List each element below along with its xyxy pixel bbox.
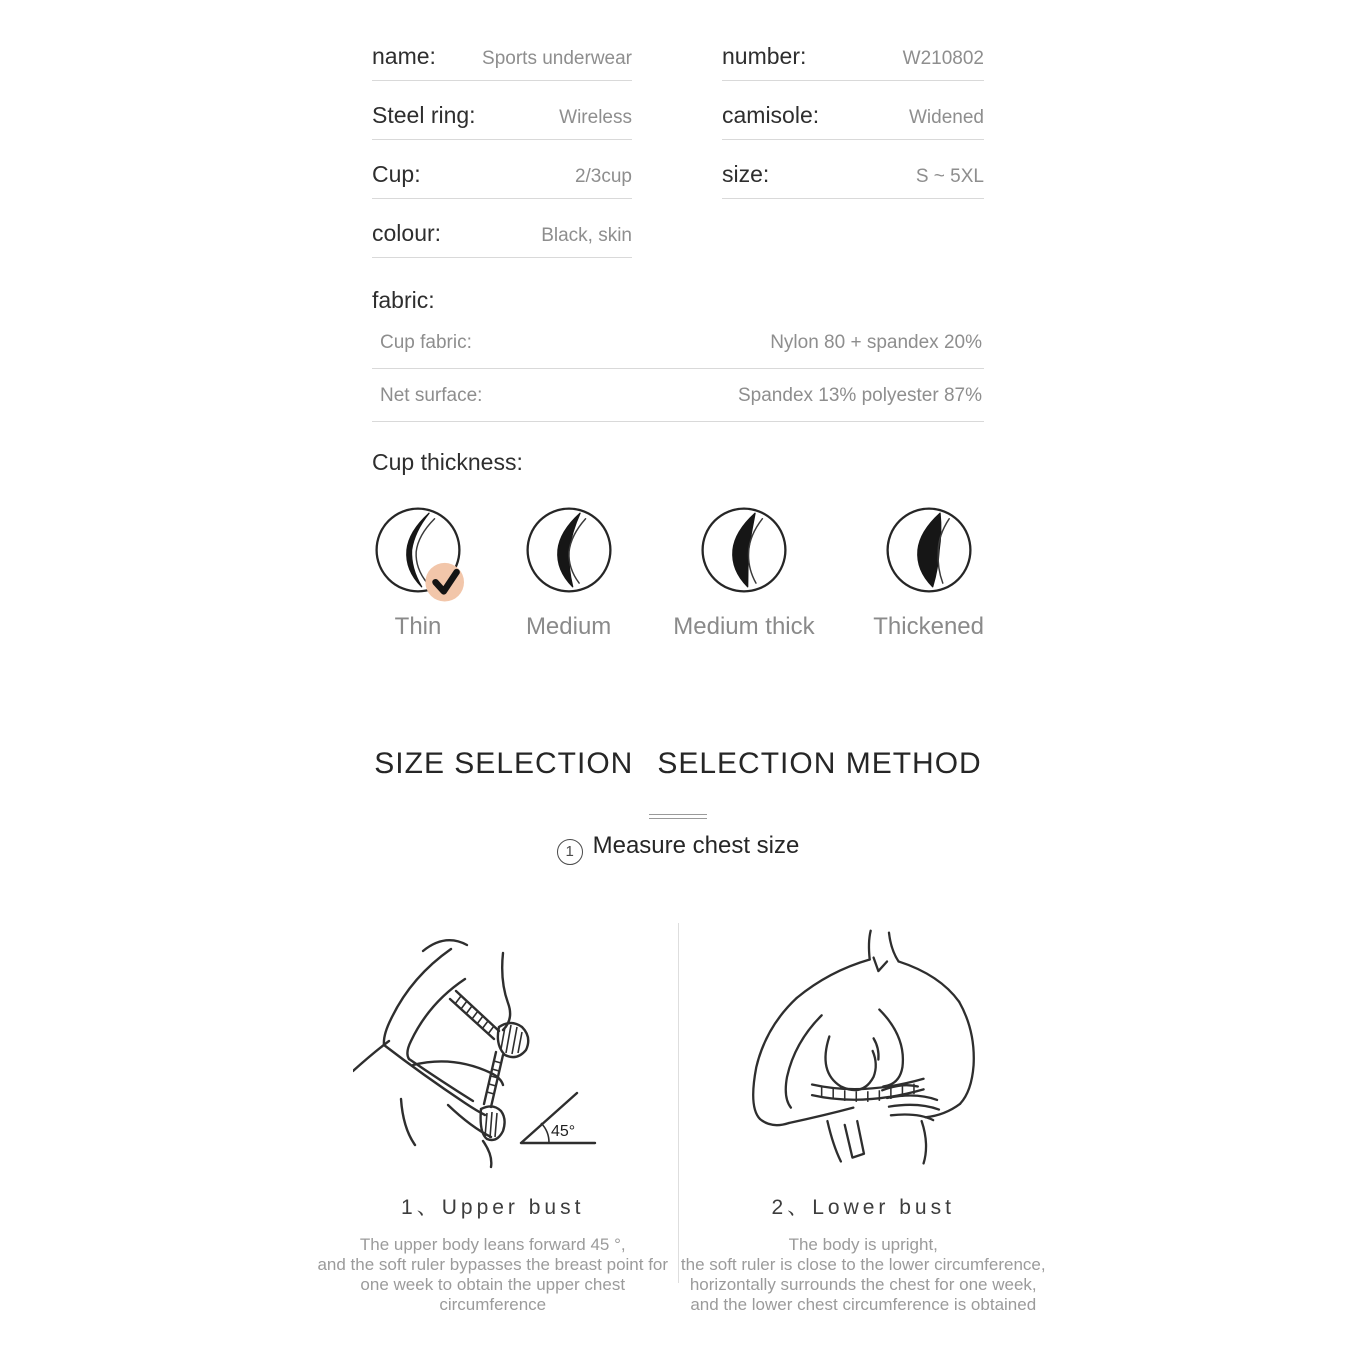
description-line: one week to obtain the upper chest circumference bbox=[360, 1275, 626, 1314]
cup-thickness-options bbox=[372, 504, 984, 642]
spec-grid bbox=[372, 42, 984, 278]
description-line: The upper body leans forward 45 °, bbox=[359, 1235, 626, 1254]
title-part-1: SIZE SELECTION bbox=[374, 747, 634, 780]
upper-bust-column bbox=[308, 923, 678, 1315]
spec-value: Wireless bbox=[559, 107, 632, 128]
lower-bust-caption: 2、Lower bust bbox=[771, 1196, 955, 1219]
fabric-row-net-surface bbox=[372, 383, 984, 422]
step-heading bbox=[0, 831, 1356, 865]
cup-option-label: Medium thick bbox=[673, 613, 815, 640]
upper-bust-description bbox=[308, 1235, 678, 1315]
spec-label: size: bbox=[722, 161, 770, 187]
cup-option-medium-thick bbox=[673, 504, 814, 642]
lower-bust-column bbox=[679, 923, 1049, 1315]
description-line: the soft ruler is close to the lower circumference, bbox=[680, 1255, 1046, 1274]
cup-medium-thick-icon bbox=[698, 504, 790, 596]
fabric-row-label: Net surface: bbox=[380, 385, 483, 406]
spec-value: S ~ 5XL bbox=[915, 166, 984, 187]
cup-thin-icon bbox=[372, 504, 464, 596]
cup-medium-icon bbox=[523, 504, 615, 596]
cup-thickened-icon bbox=[883, 504, 975, 596]
fabric-row-value: Spandex 13% polyester 87% bbox=[738, 385, 982, 406]
cup-option-medium bbox=[523, 504, 615, 642]
title-part-2: SELECTION METHOD bbox=[657, 747, 982, 780]
spec-value: Black, skin bbox=[541, 225, 632, 246]
spec-row-size bbox=[722, 160, 984, 199]
lower-bust-description bbox=[679, 1235, 1049, 1315]
description-line: horizontally surrounds the chest for one week, bbox=[689, 1275, 1037, 1294]
step-number-badge: 1 bbox=[557, 839, 583, 865]
spec-row-cup bbox=[372, 160, 632, 199]
fabric-section-label: fabric: bbox=[372, 287, 435, 313]
size-selection-title bbox=[0, 746, 1356, 782]
spec-value: 2/3cup bbox=[574, 166, 632, 187]
spec-value: Widened bbox=[909, 107, 984, 128]
cup-option-thickened bbox=[873, 504, 984, 642]
fabric-row-label: Cup fabric: bbox=[380, 332, 472, 353]
fabric-row-value: Nylon 80 + spandex 20% bbox=[770, 332, 982, 353]
step-title: Measure chest size bbox=[592, 832, 800, 859]
spec-label: Steel ring: bbox=[372, 102, 476, 128]
cup-option-label: Medium bbox=[525, 613, 612, 640]
spec-label: camisole: bbox=[722, 102, 820, 128]
cup-option-label: Thin bbox=[394, 613, 442, 640]
cup-option-label: Thickened bbox=[873, 613, 984, 640]
description-line: and the lower chest circumference is obtained bbox=[690, 1295, 1037, 1314]
cup-thickness-label: Cup thickness: bbox=[372, 449, 523, 475]
spec-value: W210802 bbox=[902, 48, 984, 69]
spec-label: number: bbox=[722, 43, 807, 69]
upper-bust-caption: 1、Upper bust bbox=[401, 1196, 585, 1219]
spec-label: Cup: bbox=[372, 161, 421, 187]
selected-badge bbox=[425, 563, 464, 602]
measure-columns bbox=[308, 923, 1048, 1315]
upper-bust-illustration bbox=[353, 923, 633, 1173]
spec-row-number bbox=[722, 42, 984, 81]
title-divider bbox=[649, 814, 707, 819]
angle-45-label: 45° bbox=[550, 1123, 575, 1140]
spec-value: Sports underwear bbox=[482, 48, 632, 69]
spec-label: colour: bbox=[372, 220, 442, 246]
spec-row-colour bbox=[372, 219, 632, 258]
size-selection-section bbox=[0, 746, 1356, 1315]
spec-section bbox=[372, 0, 984, 642]
spec-label: name: bbox=[372, 43, 436, 69]
cup-option-thin bbox=[372, 504, 464, 642]
lower-bust-illustration bbox=[733, 923, 993, 1173]
description-line: The body is upright, bbox=[788, 1235, 938, 1254]
description-line: and the soft ruler bypasses the breast point for bbox=[317, 1255, 669, 1274]
spec-row-steel-ring bbox=[372, 101, 632, 140]
spec-row-camisole bbox=[722, 101, 984, 140]
spec-row-name bbox=[372, 42, 632, 81]
fabric-row-cup-fabric bbox=[372, 330, 984, 369]
